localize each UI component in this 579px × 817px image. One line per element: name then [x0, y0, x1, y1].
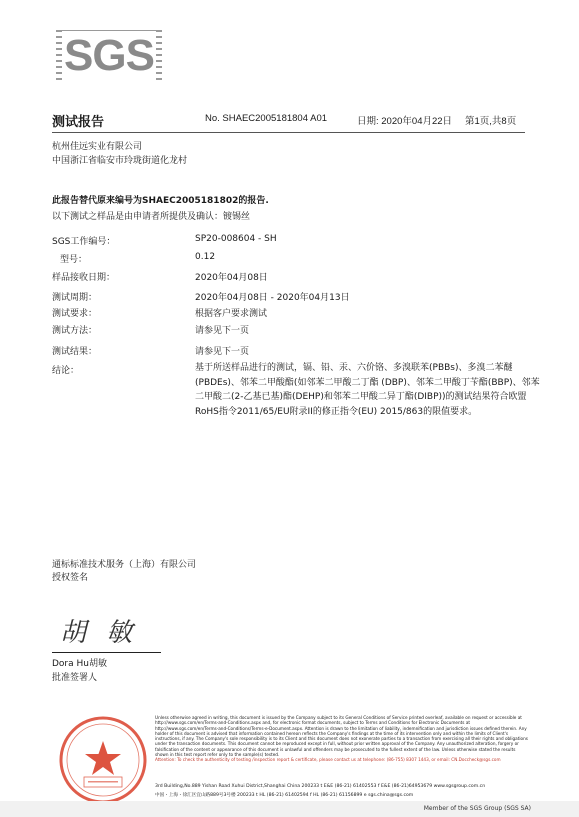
report-number: No. SHAEC2005181804 A01: [205, 113, 328, 124]
field-value-model: 0.12: [195, 252, 216, 262]
header-divider: [52, 132, 525, 133]
conclusion-text: 基于所送样品进行的测试，镉、铅、汞、六价铬、多溴联苯(PBBs)、多溴二苯醚(PBDEs)、邻苯二甲酸酯(如邻苯二甲酸二丁酯 (DBP)、邻苯二甲酸丁苄酯(BBP)、邻苯二甲酸二(2-乙基已基)酯(DEHP)和邻苯二甲酸二异丁酯(DIBP))的测试结果符合欧盟RoHS指令2011/65/EU附录II的修正指令(EU) 2015/863的限值要求。: [195, 363, 540, 417]
field-value-job-no: SP20-008604 - SH: [195, 234, 277, 244]
address-chinese: 中国・上海・徐汇区宜山路889号3号楼 200233 t HL (86-21) 61402594 f HL (86-21) 61156899 e sgs.china@sgs.com: [155, 793, 414, 798]
address-english: 3rd Building,No.889 Yishan Road Xuhui District,Shanghai China 200233 t E&E (86-21) 61402553 f E&E (86-21)64953679 www.sgsgroup.com.cn: [155, 784, 486, 789]
authenticity-attention: Attention: To check the authenticity of testing /inspection report & certificate, please contact us at telephone: (86-755) 8307 1443, or email: CN.Doccheck@sgs.com: [155, 757, 501, 763]
handwritten-signature: 胡 敏: [60, 618, 139, 648]
issuer-company: 通标标准技术服务（上海）有限公司: [52, 560, 197, 570]
sample-intro: 以下测试之样品是由申请者所提供及确认：镀锡丝: [52, 212, 251, 222]
signer-title: 批准签署人: [52, 673, 98, 683]
replacement-note: 此报告替代原来编号为SHAEC2005181802的报告.: [52, 196, 269, 206]
field-label-requirement: 测试要求：: [52, 309, 98, 319]
terms-fine-print: [155, 715, 530, 763]
signer-name: Dora Hu胡敏: [52, 659, 107, 669]
authorized-signature-label: 授权签名: [52, 573, 89, 583]
general-conditions-text: Unless otherwise agreed in writing, this document is issued by the Company subject to its General Conditions of Service printed overleaf, available on request or accessible at http://www.sgs.com/en/Terms-and-Conditions.aspx and, for electronic format documents, subject to Terms and Conditions for Electronic Documents at http://www.sgs.com/en/Terms-and-Conditions/Terms-e-Document.aspx. Attention is drawn to the limitation of liability, indemnification and jurisdiction issues defined therein. Any holder of this document is advised that information contained hereon reflects the Company's findings at the time of its intervention only and within the limits of Client's instructions, if any. The Company's sole responsibility is to its Client and this document does not exonerate parties to a transaction from exercising all their rights and obligations under the transaction documents. This document cannot be reproduced except in full, without prior written approval of the Company. Any unauthorized alteration, forgery or falsification of the content or appearance of this document is unlawful and offenders may be prosecuted to the fullest extent of the law. Unless otherwise stated the results shown in this test report refer only to the sample(s) tested.: [155, 715, 528, 758]
page-title: 测试报告: [52, 115, 105, 130]
conclusion-label: 结论：: [52, 366, 80, 376]
field-label-job-no: SGS工作编号：: [52, 237, 116, 247]
sgs-logo: [56, 24, 162, 88]
field-label-received: 样品接收日期：: [52, 273, 116, 283]
client-address: 中国浙江省临安市玲珑街道化龙村: [52, 156, 188, 166]
signature-line: [52, 652, 161, 653]
field-value-requirement: 根据客户要求测试: [195, 309, 268, 319]
report-date: 日期: 2020年04月22日: [357, 116, 453, 127]
page-number: 第1页,共8页: [465, 116, 517, 127]
member-of-sgs-group: Member of the SGS Group (SGS SA): [423, 805, 531, 812]
field-value-method: 请参见下一页: [195, 326, 250, 336]
field-value-period: 2020年04月08日 - 2020年04月13日: [195, 293, 350, 303]
company-seal-stamp: [58, 715, 148, 805]
field-value-received: 2020年04月08日: [195, 273, 268, 283]
field-label-method: 测试方法：: [52, 326, 98, 336]
field-label-results: 测试结果：: [52, 347, 98, 357]
field-label-period: 测试周期：: [52, 293, 98, 303]
field-label-model: 型号：: [60, 255, 88, 265]
client-name: 杭州佳远实业有限公司: [52, 142, 143, 152]
logo-text: SGS: [64, 31, 154, 80]
field-value-results: 请参见下一页: [195, 347, 250, 357]
